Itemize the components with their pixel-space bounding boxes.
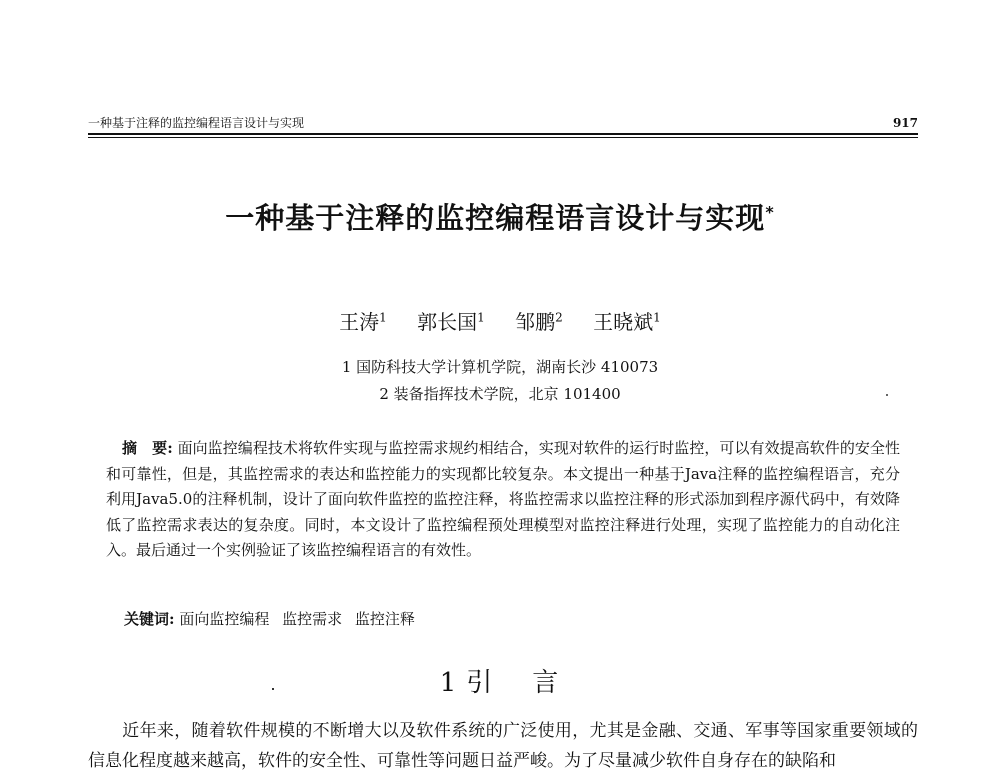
- keywords-label: 关键词:: [124, 610, 175, 628]
- body-paragraph: [88, 716, 918, 776]
- running-title: 一种基于注释的监控编程语言设计与实现: [88, 116, 305, 130]
- author-affil-mark: 1: [477, 310, 485, 325]
- section-heading: [0, 662, 1000, 699]
- keyword: 面向监控编程: [179, 610, 270, 628]
- author-name: 郭长国: [417, 310, 478, 334]
- page-number: 917: [892, 116, 918, 130]
- keywords: [124, 608, 423, 629]
- abstract-text: 面向监控编程技术将软件实现与监控需求规约相结合，实现对软件的运行时监控，可以有效提高软件的安全性和可靠性，但是，其监控需求的表达和监控能力的实现都比较复杂。本文提出一种基于Java注释的监控编程语言，充分利用Java5.0的注释机制，设计了面向软件监控的监控注释，将监控需求以监控注释的形式添加到程序源代码中，有效降低了监控需求表达的复杂度。同时，本文设计了监控编程预处理模型对监控注释进行处理，实现了监控能力的自动化注入。最后通过一个实例验证了该监控编程语言的有效性。: [106, 439, 900, 560]
- scan-speck: [272, 688, 274, 690]
- author: [593, 310, 661, 334]
- author-list: [0, 306, 1000, 335]
- author-name: 王晓斌: [593, 310, 654, 334]
- paper-title-text: 一种基于注释的监控编程语言设计与实现: [225, 201, 766, 235]
- author-affil-mark: 1: [653, 310, 661, 325]
- running-header: [88, 116, 918, 130]
- author: [515, 310, 563, 334]
- author-affil-mark: 1: [379, 310, 387, 325]
- abstract-label: 摘 要:: [122, 439, 173, 457]
- affiliation-1: 1 国防科技大学计算机学院，湖南长沙 410073: [341, 358, 659, 376]
- abstract: [106, 436, 900, 564]
- header-rule-thin: [88, 137, 918, 138]
- author-name: 邹鹏: [515, 310, 556, 334]
- author-name: 王涛: [339, 310, 380, 334]
- author-affil-mark: 2: [555, 310, 563, 325]
- header-rule-thick: [88, 133, 918, 135]
- author: [339, 310, 387, 334]
- body-text: 近年来，随着软件规模的不断增大以及软件系统的广泛使用，尤其是金融、交通、军事等国家重要领域的信息化程度越来越高，软件的安全性、可靠性等问题日益严峻。为了尽量减少软件自身存在的缺陷和: [88, 721, 918, 771]
- keyword: 监控需求: [282, 610, 343, 628]
- affiliation-2: 2 装备指挥技术学院，北京 101400: [379, 385, 621, 403]
- author: [417, 310, 485, 334]
- scan-speck: [886, 394, 888, 396]
- keyword: 监控注释: [354, 610, 415, 628]
- paper-title: [0, 196, 1000, 237]
- section-number: 1: [439, 668, 459, 698]
- title-footnote-mark: *: [765, 202, 775, 222]
- section-title-b: 言: [532, 668, 561, 698]
- section-title-a: 引: [466, 668, 495, 698]
